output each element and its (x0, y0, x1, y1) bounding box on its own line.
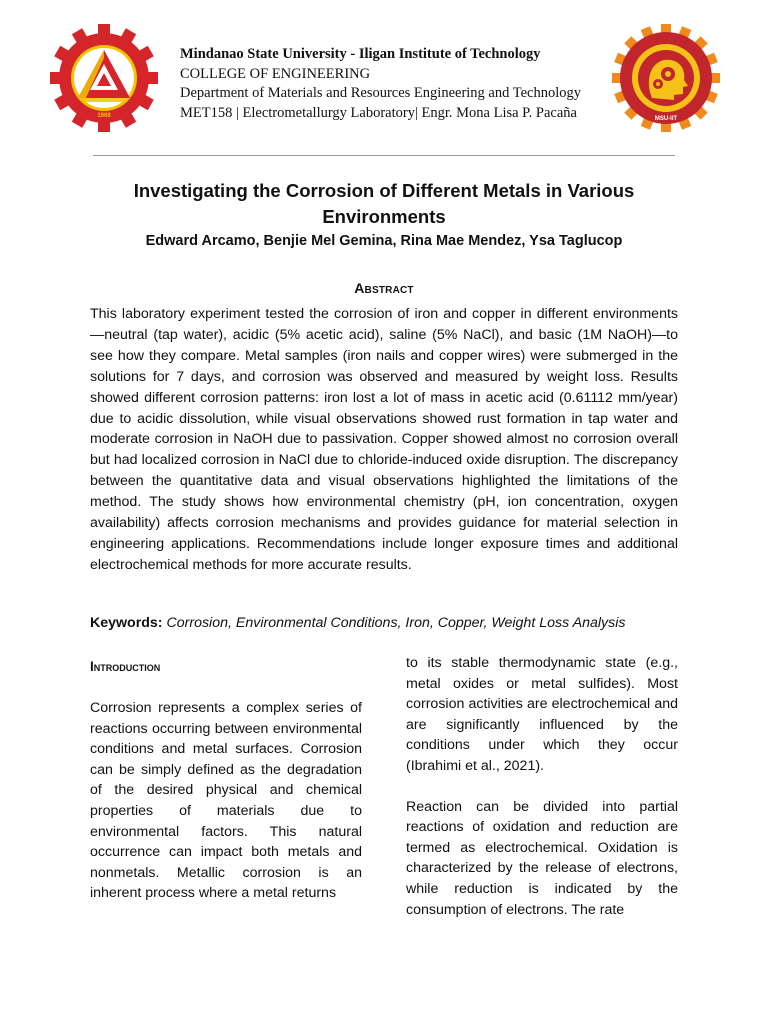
abstract-heading: Abstract (354, 280, 414, 296)
seal-bottom-text: MSU-IIT (654, 116, 678, 122)
keywords-list: Corrosion, Environmental Conditions, Iron, Copper, Weight Loss Analysis (166, 615, 626, 631)
institution-header (180, 45, 610, 123)
course-line: MET158 | Electrometallurgy Laboratory| Engr. Mona Lisa P. Pacaña (180, 104, 577, 121)
introduction-heading: Introduction (90, 659, 161, 674)
right-column (406, 653, 678, 920)
header-divider (93, 155, 675, 156)
college-of-engineering-seal-icon (612, 24, 720, 132)
department-name: Department of Materials and Resources Engineering and Technology (180, 85, 581, 101)
intro-paragraph-2: to its stable thermodynamic state (e.g., metal oxides or metal sulfides). Most corrosion activities are electrochemical and are significantly influenced by the conditions under which they occur (Ibrahimi et al., 2021). (406, 655, 678, 774)
paper-title: Investigating the Corrosion of Different Metals in Various Environments (133, 180, 635, 227)
college-name: COLLEGE OF ENGINEERING (180, 65, 371, 82)
seal-year-text: 1968 (97, 113, 111, 119)
intro-paragraph-3: Reaction can be divided into partial reactions of oxidation and reduction are termed as electrochemical. Oxidation is characterized by the release of electrons, while reduction is indicated by the consumption of electrons. The rate (406, 798, 678, 918)
paper-authors: Edward Arcamo, Benjie Mel Gemina, Rina Mae Mendez, Ysa Taglucop (145, 233, 623, 249)
keywords-label: Keywords: (90, 615, 163, 631)
university-name: Mindanao State University - Iligan Institute of Technology (180, 46, 541, 62)
keywords-line (90, 613, 678, 633)
intro-paragraph-1: Corrosion represents a complex series of reactions occurring between environmental conditions and metal surfaces. Corrosion can be simply defined as the degradation of the desired physical and chemical properties of materials due to environmental factors. This natural occurrence can impact both metals and nonmetals. Metallic corrosion is an inherent process where a metal returns (90, 700, 362, 902)
msu-iit-seal-icon (50, 24, 158, 132)
abstract-body: This laboratory experiment tested the corrosion of iron and copper in different environments—neutral (tap water), acidic (5% acetic acid), saline (5% NaCl), and basic (1M NaOH)—to see how they compare. Metal samples (iron nails and copper wires) were submerged in the solutions for 7 days, and corrosion was observed and measured by weight loss. Results showed different corrosion patterns: iron lost a lot of mass in acetic acid (0.61112 mm/year) due to acidic dissolution, while visual observations showed rust formation in tap water and moderate corrosion in NaOH due to passivation. Copper showed almost no corrosion overall but had localized corrosion in NaCl due to chloride-induced oxide disruption. The discrepancy between the quantitative data and visual observations highlighted the limitations of the method. The study shows how environmental chemistry (pH, ion concentration, oxygen availability) affects corrosion mechanisms and provides guidance for material selection in engineering applications. Recommendations include longer exposure times and additional electrochemical methods for more accurate results. (90, 306, 678, 573)
left-column (90, 655, 362, 904)
